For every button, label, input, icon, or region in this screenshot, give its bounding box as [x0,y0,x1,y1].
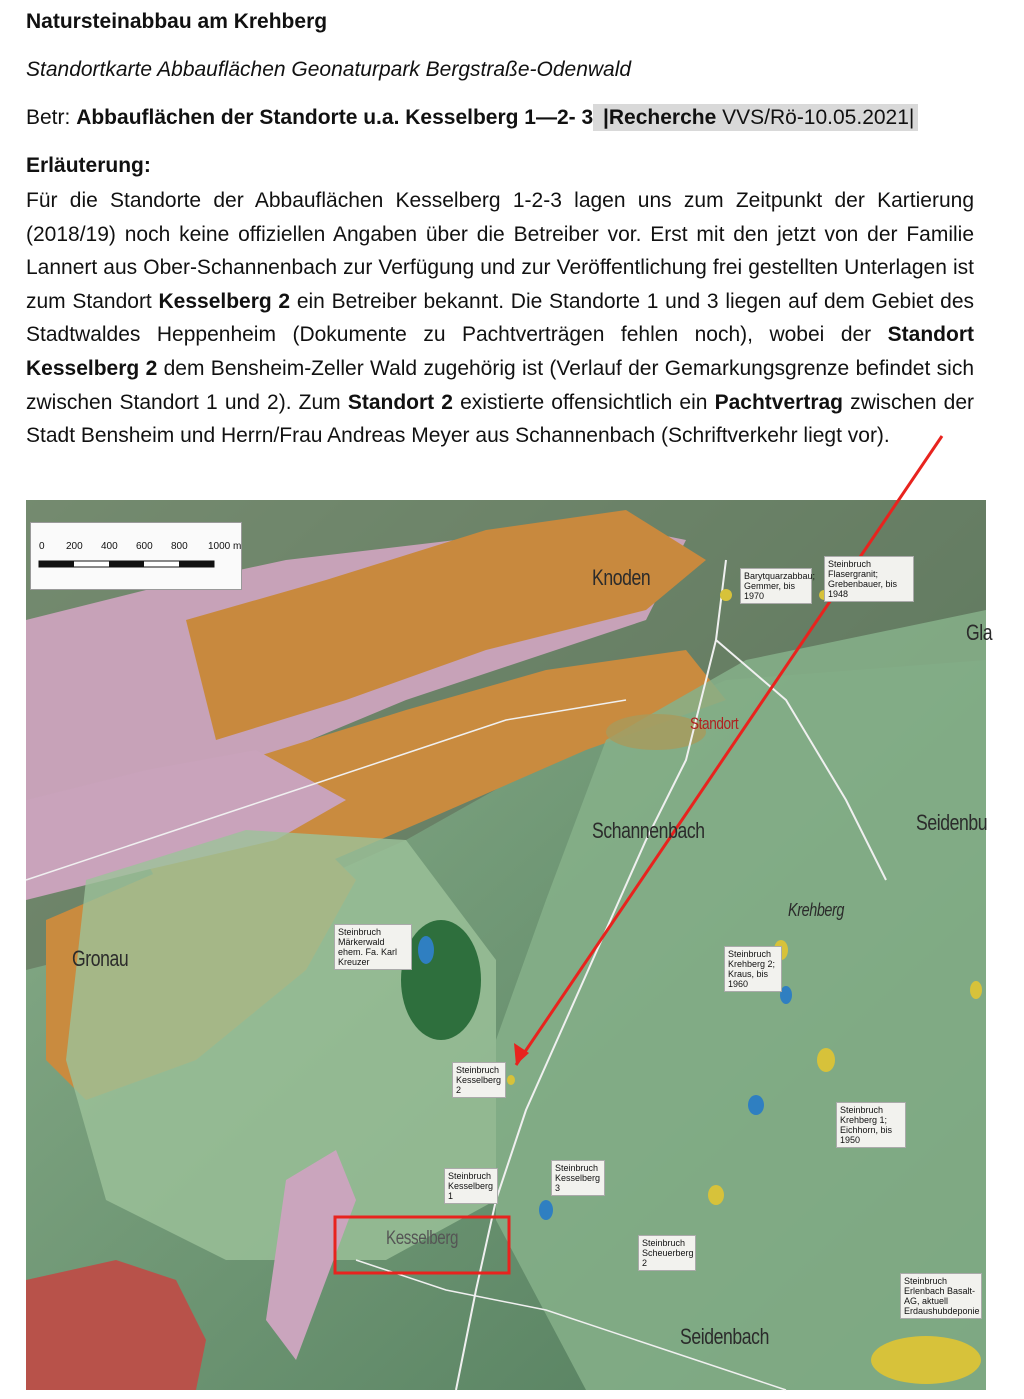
bold-run: Kesselberg 2 [158,289,291,313]
quarry-label-kesselberg3: Steinbruch Kesselberg 3 [551,1160,605,1196]
place-label-knoden: Knoden [592,565,651,590]
scale-tick: 800 [171,541,188,552]
recherche-bar: | [597,106,609,129]
place-label-standort: Standort [690,714,739,733]
quarry-label-krehberg2: Steinbruch Krehberg 2; Kraus, bis 1960 [724,946,782,992]
betr-prefix: Betr: [26,106,77,129]
site-map [26,500,993,1390]
document-subtitle: Standortkarte Abbauflächen Geonaturpark Bergstraße-Odenwald [26,58,632,81]
quarry-label-kesselberg1: Steinbruch Kesselberg 1 [444,1168,498,1204]
quarry-label-krehberg1: Steinbruch Krehberg 1; Eichhorn, bis 1950 [836,1102,906,1148]
text-run: zwischen der Stadt Bensheim und Herrn/Frau Andreas Meyer aus Schannenbach (Schriftverkehr liegt vor). [26,390,974,448]
place-label-schannenbach: Schannenbach [592,818,705,843]
quarry-label-maerkerwald: Steinbruch Märkerwald ehem. Fa. Karl Kreuzer [334,924,412,970]
place-label-krehberg: Krehberg [788,900,845,920]
recherche-label: Recherche [608,106,717,129]
quarry-label-flasergranit: Steinbruch Flasergranit; Grebenbauer, bis 1948 [824,556,914,602]
explanation-heading: Erläuterung: [26,154,151,177]
scale-bar [30,522,242,590]
scale-tick: 1000 m [208,541,242,552]
bold-run: Pachtvertrag [714,390,843,414]
place-label-seidenbu: Seidenbu [916,810,988,835]
scale-tick: 200 [66,541,83,552]
place-label-gronau: Gronau [72,946,129,971]
scale-tick: 400 [101,541,118,552]
text-run: Für die Standorte der Abbauflächen Kesselberg 1-2-3 lagen uns zum Zeitpunkt der Kartierung (2018/19) noch keine offiziellen Angaben über die Betreiber vor. Erst mit den jetzt von der Familie Lannert aus Ober-Schannenbach zur Verfügung und zur Veröffentlichung frei gestellten Unterlagen ist zum Standort [26,189,974,313]
scale-tick: 600 [136,541,153,552]
explanation-paragraph [26,184,974,453]
quarry-label-baryt: Barytquarzabbau; Gemmer, bis 1970 [740,568,812,604]
text-run: existierte offensichtlich ein [452,390,715,414]
bold-run: Standort 2 [347,390,453,414]
betr-subject: Abbauflächen der Standorte u.a. Kesselberg 1—2- 3 [76,106,594,129]
text-run: dem Bensheim-Zeller Wald zugehörig ist (Verlauf der Gemarkungsgrenze befindet sich zwischen Standort 1 und 2). Zum [26,356,975,414]
text-run: ein Betreiber bekannt. Die Standorte 1 und 3 liegen auf dem Gebiet des Stadtwaldes Heppenheim (Dokumente zu Pachtverträgen fehlen noch), wobei der [26,289,974,347]
bold-run: Standort Kesselberg 2 [26,323,974,380]
quarry-label-erlenbach: Steinbruch Erlenbach Basalt-AG, aktuell Erdaushubdeponie [900,1273,982,1319]
map-background [26,500,986,1390]
recherche-note [593,104,918,131]
place-label-gla: Gla [966,620,993,645]
document-title: Natursteinabbau am Krehberg [26,10,328,33]
place-label-seidenbach: Seidenbach [680,1324,769,1349]
scale-tick: 0 [39,541,45,552]
recherche-meta: VVS/Rö-10.05.2021| [716,106,915,129]
subject-line [26,106,918,130]
quarry-label-kesselberg2: Steinbruch Kesselberg 2 [452,1062,506,1098]
place-label-kesselberg: Kesselberg [386,1228,459,1249]
quarry-label-scheuerberg2: Steinbruch Scheuerberg 2 [638,1235,696,1271]
